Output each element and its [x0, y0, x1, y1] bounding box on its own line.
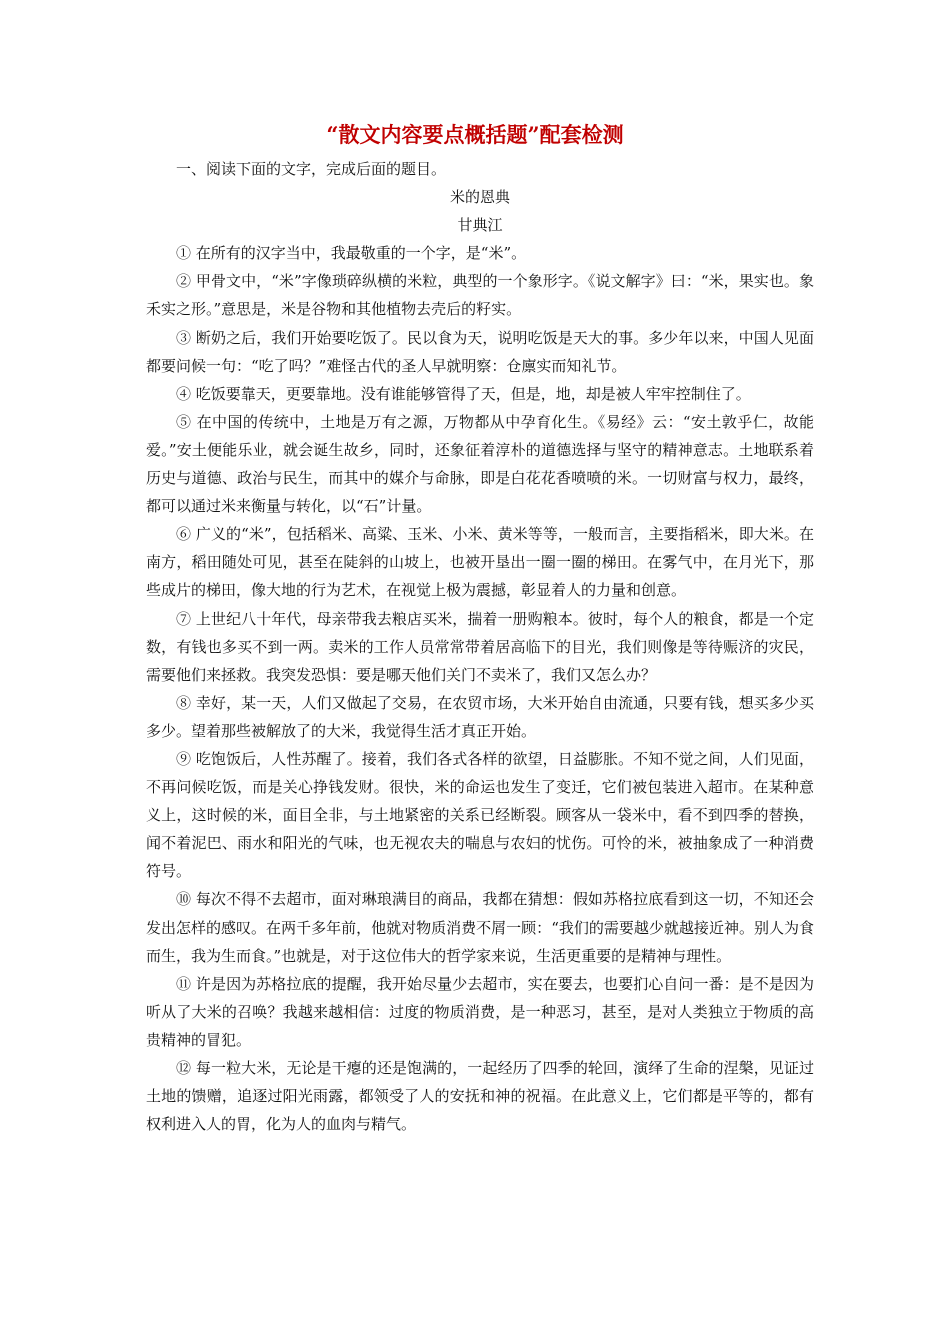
paragraph-2: ② 甲骨文中，“米”字像琐碎纵横的米粒，典型的一个象形字。《说文解字》曰：“米，果实也。象禾实之形。”意思是，米是谷物和其他植物去壳后的籽实。 [146, 272, 814, 319]
paragraph-9: ⑨ 吃饱饭后，人性苏醒了。接着，我们各式各样的欲望，日益膨胀。不知不觉之间，人们见面，不再问候吃饭，而是关心挣钱发财。很快，米的命运也发生了变迁，它们被包装进入超市。在某种意义上，这时候的米，面目全非，与土地紧密的关系已经断裂。顾客从一袋米中，看不到四季的替换，闻不着泥巴、雨水和阳光的气味，也无视农夫的喘息与农妇的忧伤。可怜的米，被抽象成了一种消费符号。 [146, 749, 814, 881]
paragraph-3: ③ 断奶之后，我们开始要吃饭了。民以食为天，说明吃饭是天大的事。多少年以来，中国人见面都要问候一句：“吃了吗？”难怪古代的圣人早就明察：仓廪实而知礼节。 [146, 328, 814, 375]
paragraph-4: ④ 吃饭要靠天，更要靠地。没有谁能够管得了天，但是，地，却是被人牢牢控制住了。 [176, 384, 751, 403]
article-title: 米的恩典 [449, 188, 510, 207]
paragraph-12: ⑫ 每一粒大米，无论是干瘪的还是饱满的，一起经历了四季的轮回，演绎了生命的涅槃，见证过土地的馈赠，追逐过阳光雨露，都领受了人的安抚和神的祝福。在此意义上，它们都是平等的，都有权利进入人的胃，化为人的血肉与精气。 [146, 1059, 814, 1134]
document-title: “散文内容要点概括题”配套检测 [326, 122, 624, 147]
paragraph-11: ⑪ 许是因为苏格拉底的提醒，我开始尽量少去超市，实在要去，也要扪心自问一番：是不是因为听从了大米的召唤？我越来越相信：过度的物质消费，是一种恶习，甚至，是对人类独立于物质的高贵精神的冒犯。 [146, 974, 814, 1049]
paragraph-7: ⑦ 上世纪八十年代，母亲带我去粮店买米，揣着一册购粮本。彼时，每个人的粮食，都是一个定数，有钱也多买不到一两。卖米的工作人员常常带着居高临下的目光，我们则像是等待赈济的灾民，需要他们来拯救。我突发恐惧：要是哪天他们关门不卖米了，我们又怎么办？ [146, 609, 814, 684]
document-body [146, 155, 814, 1138]
paragraph-5: ⑤ 在中国的传统中，土地是万有之源，万物都从中孕育化生。《易经》云：“安土敦乎仁，故能爱。”安土便能乐业，就会诞生故乡，同时，还象征着淳朴的道德选择与坚守的精神意志。土地联系着历史与道德、政治与民生，而其中的媒介与命脉，即是白花花香喷喷的米。一切财富与权力，最终，都可以通过米来衡量与转化，以“石”计量。 [146, 412, 814, 516]
article-author: 甘典江 [457, 216, 503, 235]
instruction-text: 一、阅读下面的文字，完成后面的题目。 [176, 160, 447, 178]
paragraph-6: ⑥ 广义的“米”，包括稻米、高粱、玉米、小米、黄米等等，一般而言，主要指稻米，即大米。在南方，稻田随处可见，甚至在陡斜的山坡上，也被开垦出一圈一圈的梯田。在雾气中，在月光下，那些成片的梯田，像大地的行为艺术，在视觉上极为震撼，彰显着人的力量和创意。 [146, 525, 814, 600]
paragraph-8: ⑧ 幸好，某一天，人们又做起了交易，在农贸市场，大米开始自由流通，只要有钱，想买多少买多少。望着那些被解放了的大米，我觉得生活才真正开始。 [146, 693, 814, 740]
paragraph-1: ① 在所有的汉字当中，我最敬重的一个字，是“米”。 [176, 244, 527, 263]
paragraph-10: ⑩ 每次不得不去超市，面对琳琅满目的商品，我都在猜想：假如苏格拉底看到这一切，不知还会发出怎样的感叹。在两千多年前，他就对物质消费不屑一顾：“我们的需要越少就越接近神。别人为食而生，我为生而食。”也就是，对于这位伟大的哲学家来说，生活更重要的是精神与理性。 [146, 890, 814, 965]
